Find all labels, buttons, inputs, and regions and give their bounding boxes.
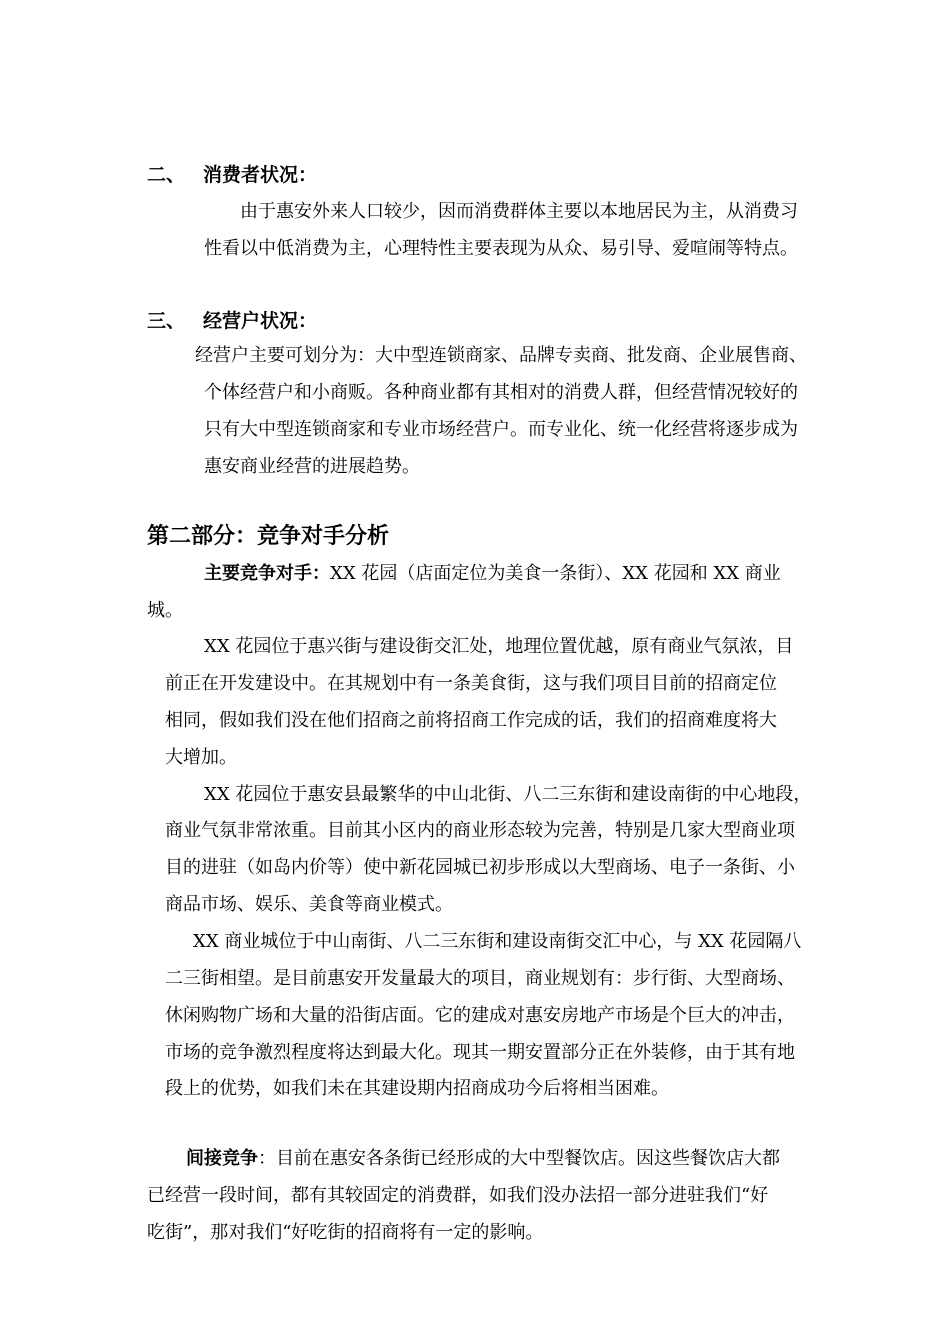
paragraph-line: 商业气氛非常浓重。目前其小区内的商业形态较为完善，特别是几家大型商业项 <box>165 820 795 841</box>
paragraph-line: 大增加。 <box>165 747 237 768</box>
paragraph-line: 目的进驻（如岛内价等）使中新花园城已初步形成以大型商场、电子一条街、小 <box>165 857 795 878</box>
section-title: 消费者状况： <box>203 164 318 186</box>
section-number: 二、 <box>147 164 186 186</box>
paragraph-line: 相同，假如我们没在他们招商之前将招商工作完成的话，我们的招商难度将大 <box>165 710 777 731</box>
paragraph-line: 由于惠安外来人口较少，因而消费群体主要以本地居民为主，从消费习 <box>240 201 798 222</box>
paragraph-line: XX 商业城位于中山南街、八二三东街和建设南街交汇中心，与 XX 花园隔八 <box>193 931 802 952</box>
section-title: 经营户状况： <box>203 310 318 332</box>
indirect-label: 间接竞争 <box>186 1148 258 1169</box>
main-rivals-label: 主要竞争对手： <box>204 563 330 584</box>
paragraph-line: 个体经营户和小商贩。各种商业都有其相对的消费人群，但经营情况较好的 <box>204 382 798 403</box>
indirect-text: ：目前在惠安各条街已经形成的大中型餐饮店。因这些餐饮店大都 <box>258 1148 780 1169</box>
paragraph-line: 段上的优势，如我们未在其建设期内招商成功今后将相当困难。 <box>165 1078 669 1099</box>
paragraph-line: XX 花园位于惠兴街与建设街交汇处，地理位置优越，原有商业气氛浓，目 <box>204 636 794 657</box>
paragraph-line: 城。 <box>147 600 183 621</box>
paragraph-line: 休闲购物广场和大量的沿街店面。它的建成对惠安房地产市场是个巨大的冲击， <box>165 1005 795 1026</box>
paragraph-line: 商品市场、娱乐、美食等商业模式。 <box>165 894 453 915</box>
paragraph-line: 只有大中型连锁商家和专业市场经营户。而专业化、统一化经营将逐步成为 <box>204 419 798 440</box>
paragraph-line: 市场的竞争激烈程度将达到最大化。现其一期安置部分正在外装修，由于其有地 <box>165 1042 795 1063</box>
paragraph-line: 吃街”，那对我们“好吃街的招商将有一定的影响。 <box>147 1222 544 1243</box>
paragraph-line: 二三街相望。是目前惠安开发量最大的项目，商业规划有：步行街、大型商场、 <box>165 968 795 989</box>
paragraph-line: 经营户主要可划分为：大中型连锁商家、品牌专卖商、批发商、企业展售商、 <box>195 345 807 366</box>
paragraph-line: XX 花园位于惠安县最繁华的中山北街、八二三东街和建设南街的中心地段， <box>204 784 812 805</box>
paragraph-line: 惠安商业经营的进展趋势。 <box>204 456 420 477</box>
paragraph-line: 已经营一段时间，都有其较固定的消费群，如我们没办法招一部分进驻我们“好 <box>147 1185 769 1206</box>
paragraph-line <box>204 561 781 587</box>
main-rivals-text: XX 花园（店面定位为美食一条街）、XX 花园和 XX 商业 <box>330 563 781 584</box>
paragraph-line: 前正在开发建设中。在其规划中有一条美食街，这与我们项目目前的招商定位 <box>165 673 777 694</box>
part-heading: 第二部分：竞争对手分析 <box>147 523 390 549</box>
section-number: 三、 <box>147 310 186 332</box>
paragraph-line: 性看以中低消费为主，心理特性主要表现为从众、易引导、爱喧闹等特点。 <box>204 238 798 259</box>
paragraph-line <box>186 1146 780 1172</box>
